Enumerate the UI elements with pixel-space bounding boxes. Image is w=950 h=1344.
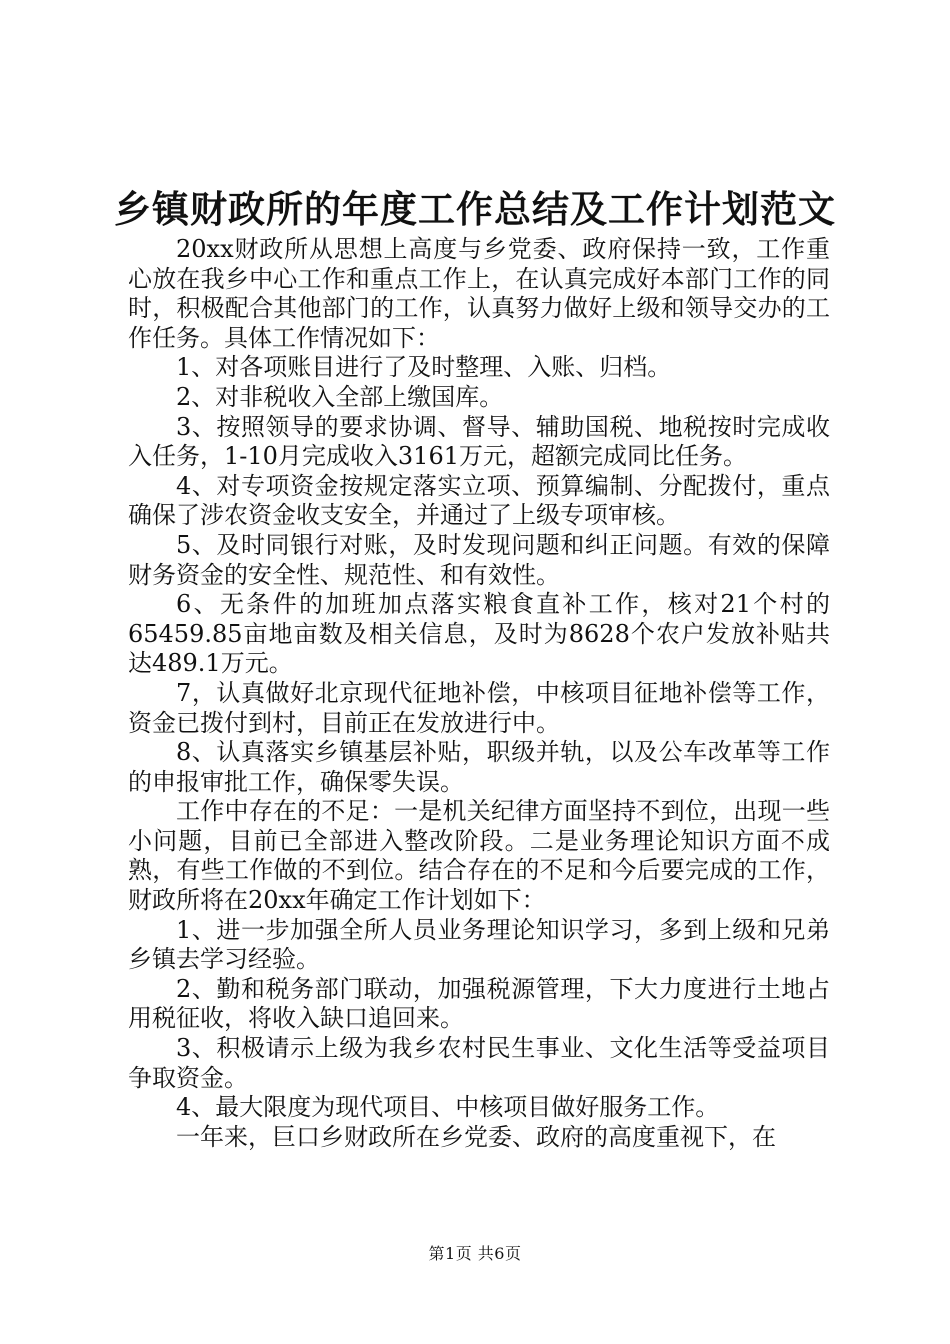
paragraph-item-2: 2、对非税收入全部上缴国库。: [176, 382, 504, 411]
paragraph-plan-3: 3、积极请示上级为我乡农村民生事业、文化生活等受益项目争取资金。: [128, 1034, 830, 1092]
paragraph-item-8: 8、认真落实乡镇基层补贴，职级并轨，以及公车改革等工作的申报审批工作，确保零失误。: [128, 738, 830, 796]
page-number-footer: 第1页 共6页: [428, 1244, 522, 1263]
document-body: [128, 235, 830, 1152]
paragraph-shortcomings: 工作中存在的不足：一是机关纪律方面坚持不到位，出现一些小问题，目前已全部进入整改阶段。二是业务理论知识方面不成熟，有些工作做的不到位。结合存在的不足和今后要完成的工作，财政所将在20xx年确定工作计划如下：: [128, 797, 830, 915]
document-title: 乡镇财政所的年度工作总结及工作计划范文: [114, 187, 836, 231]
paragraph-plan-1: 1、进一步加强全所人员业务理论知识学习，多到上级和兄弟乡镇去学习经验。: [128, 915, 830, 974]
paragraph-item-7: 7，认真做好北京现代征地补偿，中核项目征地补偿等工作，资金已拨付到村，目前正在发放进行中。: [128, 678, 830, 737]
paragraph-item-4: 4、对专项资金按规定落实立项、预算编制、分配拨付，重点确保了涉农资金收支安全，并通过了上级专项审核。: [128, 471, 830, 530]
paragraph-conclusion: 一年来，巨口乡财政所在乡党委、政府的高度重视下，在: [176, 1122, 776, 1151]
paragraph-item-5: 5、及时同银行对账，及时发现问题和纠正问题。有效的保障财务资金的安全性、规范性、和有效性。: [128, 530, 830, 589]
paragraph-item-1: 1、对各项账目进行了及时整理、入账、归档。: [176, 353, 672, 382]
paragraph-item-3: 3、按照领导的要求协调、督导、辅助国税、地税按时完成收入任务，1-10月完成收入3161万元，超额完成同比任务。: [128, 412, 830, 471]
paragraph-item-6: 6、无条件的加班加点落实粮食直补工作，核对21个村的65459.85亩地亩数及相关信息，及时为8628个农户发放补贴共达489.1万元。: [128, 590, 830, 678]
paragraph-intro: 20xx财政所从思想上高度与乡党委、政府保持一致，工作重心放在我乡中心工作和重点工作上，在认真完成好本部门工作的同时，积极配合其他部门的工作，认真努力做好上级和领导交办的工作任务。具体工作情况如下：: [128, 235, 830, 352]
paragraph-plan-2: 2、勤和税务部门联动，加强税源管理，下大力度进行土地占用税征收，将收入缺口追回来。: [128, 974, 830, 1033]
paragraph-plan-4: 4、最大限度为现代项目、中核项目做好服务工作。: [176, 1093, 720, 1122]
